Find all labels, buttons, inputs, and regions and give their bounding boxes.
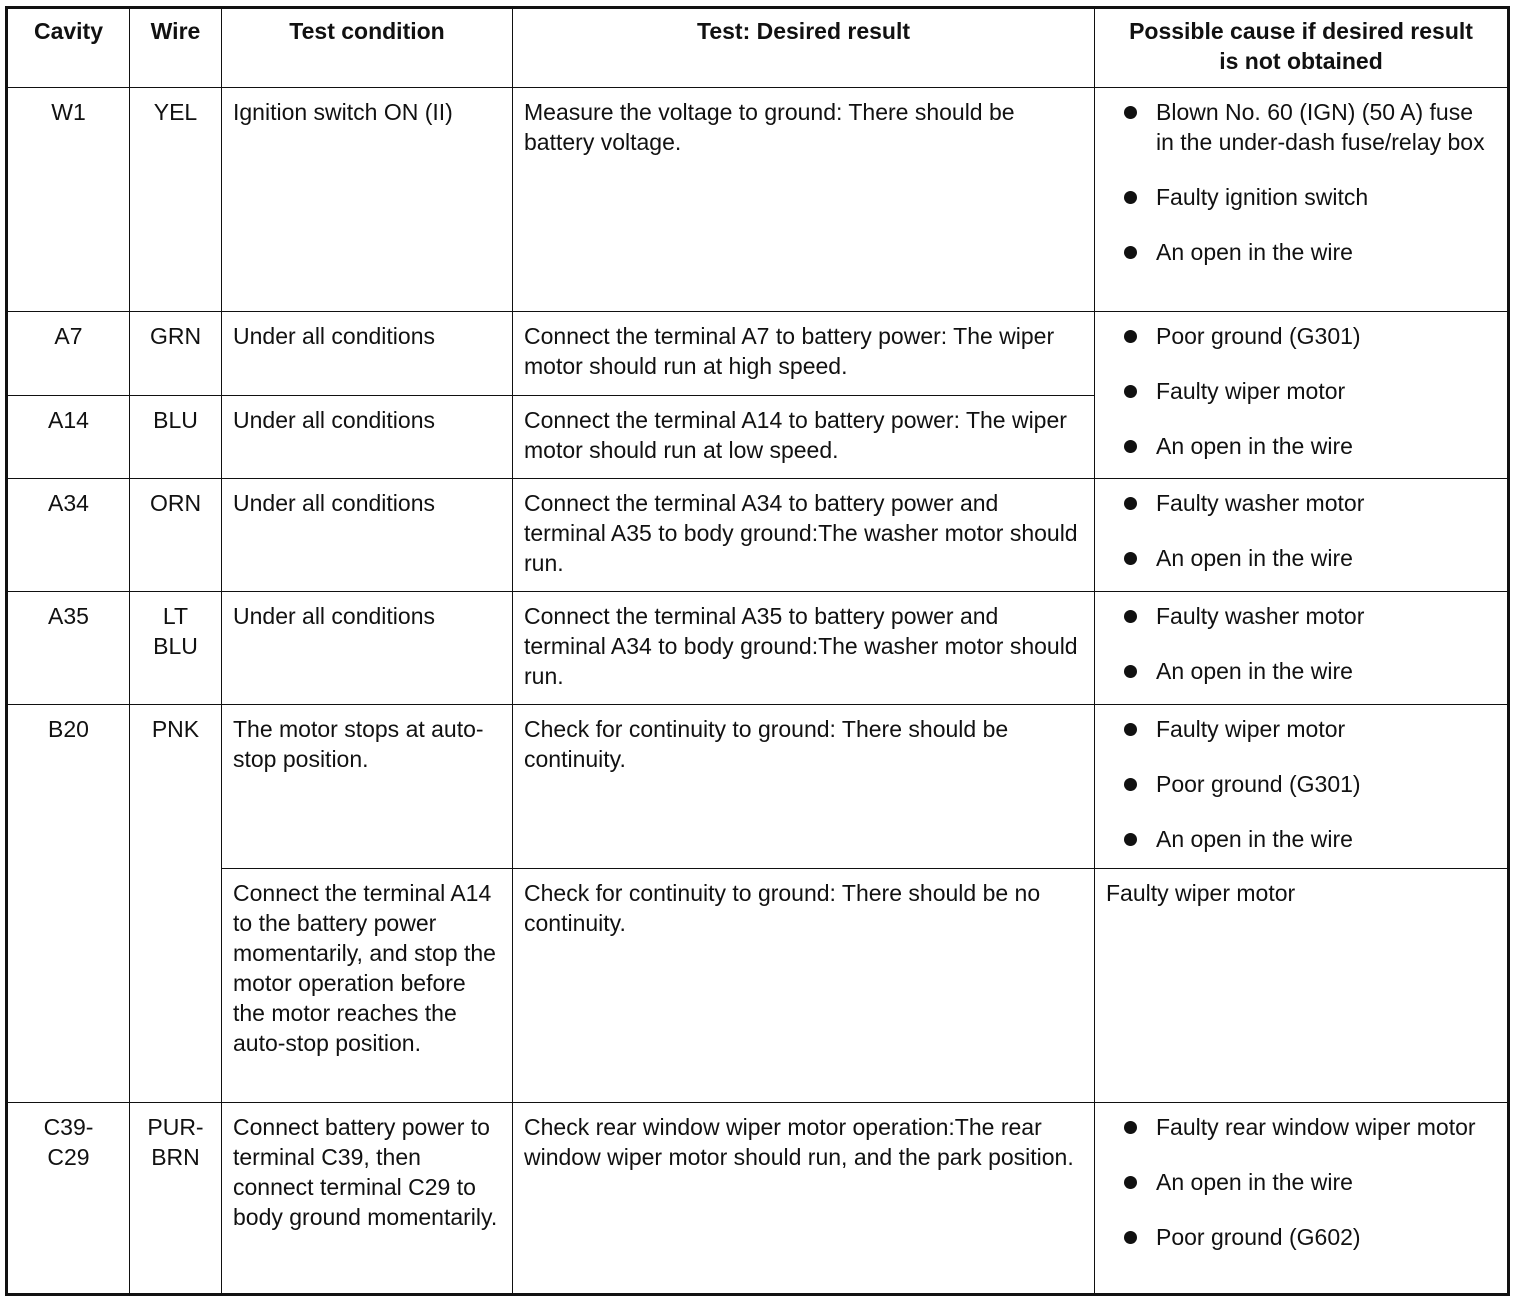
cause-item [1106, 321, 1496, 351]
cavity-cell: B20 [7, 705, 130, 1103]
result-cell: Connect the terminal A34 to battery power and terminal A35 to body ground:The washer motor should run. [513, 479, 1095, 592]
cause-cell [1095, 592, 1509, 705]
bullet-icon [1124, 723, 1137, 736]
cause-item [1106, 376, 1496, 406]
bullet-icon [1124, 833, 1137, 846]
result-cell: Connect the terminal A35 to battery power and terminal A34 to body ground:The washer motor should run. [513, 592, 1095, 705]
cavity-cell: A34 [7, 479, 130, 592]
cavity-cell [7, 1103, 130, 1295]
cause-text: An open in the wire [1156, 826, 1353, 852]
cause-item [1106, 769, 1496, 799]
cause-text: Blown No. 60 (IGN) (50 A) fuse in the under-dash fuse/relay box [1156, 99, 1485, 155]
cause-item [1106, 714, 1496, 744]
bullet-icon [1124, 1121, 1137, 1134]
wire-cell [130, 1103, 222, 1295]
result-cell: Check for continuity to ground: There should be no continuity. [513, 869, 1095, 1103]
condition-cell: Under all conditions [222, 479, 513, 592]
result-cell: Measure the voltage to ground: There should be battery voltage. [513, 88, 1095, 312]
condition-cell: Under all conditions [222, 592, 513, 705]
cause-text: Poor ground (G602) [1156, 1224, 1361, 1250]
cause-text: An open in the wire [1156, 433, 1353, 459]
cause-cell [1095, 479, 1509, 592]
bullet-icon [1124, 610, 1137, 623]
cause-item [1106, 431, 1496, 461]
cause-item [1106, 1112, 1496, 1142]
cause-cell [1095, 1103, 1509, 1295]
bullet-icon [1124, 440, 1137, 453]
table-row-b20 [7, 705, 1509, 869]
cause-cell [1095, 705, 1509, 869]
header-row [7, 8, 1509, 88]
table-row-b20-second [7, 869, 1509, 1103]
cause-list [1106, 601, 1496, 686]
wire-cell: ORN [130, 479, 222, 592]
bullet-icon [1124, 778, 1137, 791]
bullet-icon [1124, 246, 1137, 259]
cavity-cell: A35 [7, 592, 130, 705]
cause-text: An open in the wire [1156, 658, 1353, 684]
cause-item [1106, 543, 1496, 573]
header-desired-result: Test: Desired result [513, 8, 1095, 88]
condition-cell: Connect the terminal A14 to the battery power momentarily, and stop the motor operation before the motor reaches the auto-stop position. [222, 869, 513, 1103]
wire-line1: LT [162, 603, 189, 629]
cause-item [1106, 601, 1496, 631]
bullet-icon [1124, 1231, 1137, 1244]
wire-cell: GRN [130, 312, 222, 396]
table-row-a35 [7, 592, 1509, 705]
cause-item [1106, 656, 1496, 686]
condition-cell: Under all conditions [222, 312, 513, 396]
cause-text: Poor ground (G301) [1156, 771, 1361, 797]
result-cell: Connect the terminal A14 to battery power: The wiper motor should run at low speed. [513, 396, 1095, 479]
cause-text: Faulty rear window wiper motor [1156, 1114, 1476, 1140]
table-row-w1 [7, 88, 1509, 312]
condition-cell: Ignition switch ON (II) [222, 88, 513, 312]
cause-text: An open in the wire [1156, 1169, 1353, 1195]
cause-text: An open in the wire [1156, 239, 1353, 265]
cause-list [1106, 321, 1496, 461]
bullet-icon [1124, 497, 1137, 510]
bullet-icon [1124, 385, 1137, 398]
cause-item [1106, 824, 1496, 854]
bullet-icon [1124, 665, 1137, 678]
bullet-icon [1124, 1176, 1137, 1189]
bullet-icon [1124, 330, 1137, 343]
cavity-cell: W1 [7, 88, 130, 312]
condition-cell: The motor stops at auto-stop position. [222, 705, 513, 869]
wire-cell: PNK [130, 705, 222, 1103]
cause-text: An open in the wire [1156, 545, 1353, 571]
cause-item [1106, 488, 1496, 518]
bullet-icon [1124, 191, 1137, 204]
wire-cell: BLU [130, 396, 222, 479]
wire-line2: BRN [151, 1144, 200, 1170]
condition-cell: Under all conditions [222, 396, 513, 479]
cause-text: Faulty washer motor [1156, 490, 1365, 516]
cause-list [1106, 1112, 1496, 1252]
cause-cell [1095, 88, 1509, 312]
cavity-cell: A14 [7, 396, 130, 479]
cause-text: Poor ground (G301) [1156, 323, 1361, 349]
cause-cell: Faulty wiper motor [1095, 869, 1509, 1103]
bullet-icon [1124, 106, 1137, 119]
cause-item [1106, 97, 1496, 157]
diagnostic-table [5, 6, 1510, 1296]
wire-cell [130, 592, 222, 705]
wire-line1: PUR- [147, 1114, 204, 1140]
cause-cell [1095, 312, 1509, 479]
cause-item [1106, 182, 1496, 212]
header-possible-cause-line1: Possible cause if desired result [1129, 18, 1473, 44]
header-cavity: Cavity [7, 8, 130, 88]
condition-cell: Connect battery power to terminal C39, then connect terminal C29 to body ground momentarily. [222, 1103, 513, 1295]
bullet-icon [1124, 552, 1137, 565]
cavity-line1: C39- [43, 1114, 94, 1140]
header-wire: Wire [130, 8, 222, 88]
cause-list [1106, 714, 1496, 854]
wire-cell: YEL [130, 88, 222, 312]
header-possible-cause-line2: is not obtained [1219, 48, 1383, 74]
cause-item [1106, 237, 1496, 267]
table-row-a34 [7, 479, 1509, 592]
wire-line2: BLU [153, 633, 198, 659]
cause-list [1106, 97, 1496, 267]
cause-list [1106, 488, 1496, 573]
header-test-condition: Test condition [222, 8, 513, 88]
cavity-line2: C29 [47, 1144, 90, 1170]
result-cell: Connect the terminal A7 to battery power: The wiper motor should run at high speed. [513, 312, 1095, 396]
result-cell: Check for continuity to ground: There should be continuity. [513, 705, 1095, 869]
cause-text: Faulty washer motor [1156, 603, 1365, 629]
cause-text: Faulty ignition switch [1156, 184, 1369, 210]
result-cell: Check rear window wiper motor operation:The rear window wiper motor should run, and the park position. [513, 1103, 1095, 1295]
table-row-a7 [7, 312, 1509, 396]
cause-text: Faulty wiper motor [1156, 716, 1346, 742]
cause-text: Faulty wiper motor [1156, 378, 1346, 404]
header-possible-cause [1095, 8, 1509, 88]
cause-item [1106, 1167, 1496, 1197]
cavity-cell: A7 [7, 312, 130, 396]
cause-item [1106, 1222, 1496, 1252]
table-row-c39-c29 [7, 1103, 1509, 1295]
